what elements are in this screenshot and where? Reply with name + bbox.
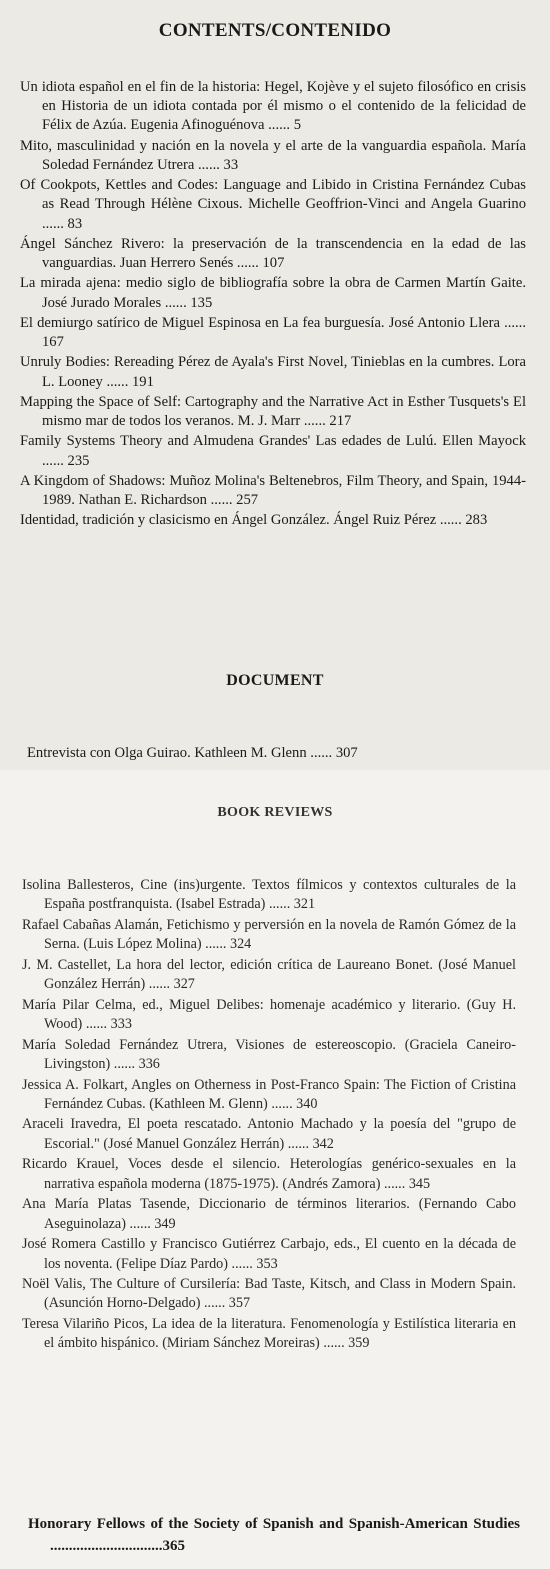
leader-dots: ...... — [102, 373, 129, 390]
leader-dots: ...... — [42, 215, 64, 232]
contents-heading: CONTENTS/CONTENIDO — [158, 20, 392, 41]
leader-dots: ...... — [145, 976, 171, 993]
leader-dots: ...... — [233, 255, 259, 272]
book-review-entry-page: 324 — [226, 936, 252, 953]
book-review-entry — [22, 916, 516, 955]
book-review-entry-text: María Pilar Celma, ed., Miguel Delibes: homenaje académico y literario. (Guy H. Wood) — [22, 996, 516, 1033]
contents-entry-text: Of Cookpots, Kettles and Codes: Language and Libido in Cristina Fernández Cubas as Read Through Hélène Cixous. Michelle Geoffrion-Vinci and Angela Guarino — [20, 177, 526, 213]
contents-entry-page: 135 — [186, 294, 213, 311]
contents-entry-text: Mito, masculinidad y nación en la novela y el arte de la vanguardia española. María Soledad Fernández Utrera — [20, 137, 526, 173]
contents-entry — [20, 176, 526, 234]
leader-dots: ...... — [206, 492, 233, 509]
contents-entry-text: La mirada ajena: medio siglo de bibliografía sobre la obra de Carmen Martín Gaite. José Jurado Morales — [20, 275, 526, 311]
book-review-entry — [22, 876, 516, 915]
leader-dots: ...... — [380, 1175, 406, 1192]
leader-dots: ...... — [125, 1215, 151, 1232]
document-list — [27, 744, 516, 764]
book-review-entry — [22, 956, 516, 995]
book-review-entry-page: 359 — [344, 1335, 370, 1352]
contents-entry-page: 167 — [42, 334, 64, 351]
honorary-fellows-text: Honorary Fellows of the Society of Spanish and Spanish-American Studies — [28, 1516, 520, 1532]
book-review-entry-page: 345 — [405, 1175, 431, 1192]
contents-entry-page: 283 — [461, 512, 488, 529]
document-heading: DOCUMENT — [226, 672, 324, 689]
contents-entry — [20, 393, 526, 431]
book-review-entry — [22, 1235, 516, 1274]
contents-entry — [20, 235, 526, 273]
book-reviews-heading: BOOK REVIEWS — [217, 805, 333, 820]
book-review-entry — [22, 1076, 516, 1115]
book-review-entry-page: 353 — [252, 1255, 278, 1272]
book-review-entry — [22, 1115, 516, 1154]
book-review-entry-text: Isolina Ballesteros, Cine (ins)urgente. Textos fílmicos y contextos culturales de la España postfranquista. (Isabel Estrada) — [22, 877, 516, 913]
book-review-entry-page: 340 — [292, 1095, 318, 1112]
honorary-fellows-entry — [28, 1513, 520, 1557]
book-review-entry — [22, 1275, 516, 1314]
honorary-fellows-page: 365 — [162, 1538, 185, 1554]
contents-entry — [20, 78, 526, 136]
book-review-entry-text: J. M. Castellet, La hora del lector, edición crítica de Laureano Bonet. (José Manuel González Herrán) — [22, 956, 516, 993]
leader-dots: ...... — [499, 314, 526, 331]
book-review-entry-text: María Soledad Fernández Utrera, Visiones de estereoscopio. (Graciela Caneiro-Livingston) — [22, 1036, 516, 1073]
contents-entry-text: Identidad, tradición y clasicismo en Ángel González. Ángel Ruiz Pérez — [20, 512, 437, 529]
leader-dots: ...... — [42, 452, 64, 469]
contents-entry — [20, 274, 526, 312]
contents-entry-text: Family Systems Theory and Almudena Grandes' Las edades de Lulú. Ellen Mayock — [20, 433, 526, 450]
contents-entry-text: Mapping the Space of Self: Cartography and the Narrative Act in Esther Tusquets's El mismo mar de todos los veranos. M. J. Marr — [20, 393, 526, 430]
contents-entry-text: El demiurgo satírico de Miguel Espinosa en La fea burguesía. José Antonio Llera — [20, 314, 500, 331]
book-review-entry-page: 342 — [309, 1135, 334, 1152]
contents-entry-page: 257 — [232, 492, 259, 509]
book-review-entry — [22, 1036, 516, 1075]
book-review-entry-page: 327 — [170, 976, 195, 993]
contents-entry-page: 191 — [128, 373, 154, 390]
contents-entry — [20, 432, 526, 470]
leader-dots: ...... — [201, 936, 227, 953]
contents-entry — [20, 472, 526, 510]
leader-dots: ...... — [161, 294, 187, 311]
book-review-entry-page: 321 — [290, 896, 316, 913]
book-review-entry-page: 349 — [150, 1215, 176, 1232]
book-review-entry — [22, 1155, 516, 1194]
book-review-entry-text: Ana María Platas Tasende, Diccionario de términos literarios. (Fernando Cabo Aseguinolaza) — [22, 1196, 516, 1232]
leader-dots: ...... — [306, 745, 333, 761]
leader-dots: ...... — [436, 512, 462, 529]
leader-dots: ...... — [194, 156, 220, 173]
book-review-entry-text: Araceli Iravedra, El poeta rescatado. Antonio Machado y la poesía del "grupo de Escorial." (José Manuel González Herrán) — [22, 1116, 516, 1152]
book-review-entry — [22, 1315, 516, 1354]
book-review-entry — [22, 996, 516, 1035]
contents-entry — [20, 137, 526, 175]
contents-entry — [20, 353, 526, 391]
book-review-entry-text: Rafael Cabañas Alamán, Fetichismo y perversión en la novela de Ramón Gómez de la Serna. (Luis López Molina) — [22, 916, 516, 953]
leader-dots: ...... — [264, 117, 291, 134]
contents-entry-text: A Kingdom of Shadows: Muñoz Molina's Beltenebros, Film Theory, and Spain, 1944-1989. Nathan E. Richardson — [20, 472, 526, 509]
leader-dots: ...... — [228, 1255, 253, 1272]
document-entry-text: Entrevista con Olga Guirao. Kathleen M. Glenn — [27, 745, 307, 761]
contents-entry-page: 5 — [290, 117, 301, 134]
contents-entry-page: 217 — [325, 413, 352, 430]
book-review-entry-page: 357 — [225, 1295, 251, 1312]
contents-entry — [20, 314, 526, 352]
book-review-entry-text: Jessica A. Folkart, Angles on Otherness in Post-Franco Spain: The Fiction of Cristina Fernández Cubas. (Kathleen M. Glenn) — [22, 1076, 516, 1112]
document-entry-page: 307 — [332, 745, 358, 761]
contents-entry-text: Ángel Sánchez Rivero: la preservación de la transcendencia en la edad de las vanguardias. Juan Herrero Senés — [20, 235, 526, 272]
leader-dots: ...... — [265, 896, 291, 913]
leader-dots: ...... — [200, 1295, 226, 1312]
leader-dots: .............................. — [50, 1538, 163, 1554]
book-review-entry-text: Ricardo Krauel, Voces desde el silencio. Heterologías genérico-sexuales en la narrativa española moderna (1875-1975). (Andrés Zamora) — [22, 1156, 516, 1192]
leader-dots: ...... — [284, 1135, 310, 1152]
leader-dots: ...... — [110, 1056, 136, 1073]
leader-dots: ...... — [300, 413, 326, 430]
book-review-entry-page: 336 — [135, 1056, 160, 1073]
contents-entry-page: 235 — [63, 452, 90, 469]
contents-entry-page: 107 — [258, 255, 285, 272]
book-review-entry-text: José Romera Castillo y Francisco Gutiérrez Carbajo, eds., El cuento en la década de los noventa. (Felipe Díaz Pardo) — [22, 1236, 516, 1272]
contents-entry-text: Un idiota español en el fin de la historia: Hegel, Kojève y el sujeto filosófico en crisis en Historia de un idiota contada por él mismo o el contenido de la felicidad de Félix de Azúa. Eugenia Afinoguénova — [20, 79, 526, 134]
contents-list — [20, 78, 526, 532]
contents-entry — [20, 511, 526, 530]
leader-dots: ...... — [319, 1335, 345, 1352]
book-reviews-list — [22, 876, 516, 1355]
book-review-entry-text: Noël Valis, The Culture of Cursilería: Bad Taste, Kitsch, and Class in Modern Spain. (Asunción Horno-Delgado) — [22, 1276, 516, 1312]
leader-dots: ...... — [267, 1095, 293, 1112]
contents-entry-page: 83 — [63, 215, 83, 232]
book-review-entry-page: 333 — [107, 1016, 132, 1033]
contents-entry-text: Unruly Bodies: Rereading Pérez de Ayala's First Novel, Tinieblas en la cumbres. Lora L. Looney — [20, 354, 526, 390]
book-review-entry-text: Teresa Vilariño Picos, La idea de la literatura. Fenomenología y Estilística literaria en el ámbito hispánico. (Miriam Sánchez Moreiras) — [22, 1315, 516, 1352]
document-entry — [27, 744, 516, 763]
contents-entry-page: 33 — [219, 156, 239, 173]
leader-dots: ...... — [82, 1016, 108, 1033]
book-review-entry — [22, 1195, 516, 1234]
